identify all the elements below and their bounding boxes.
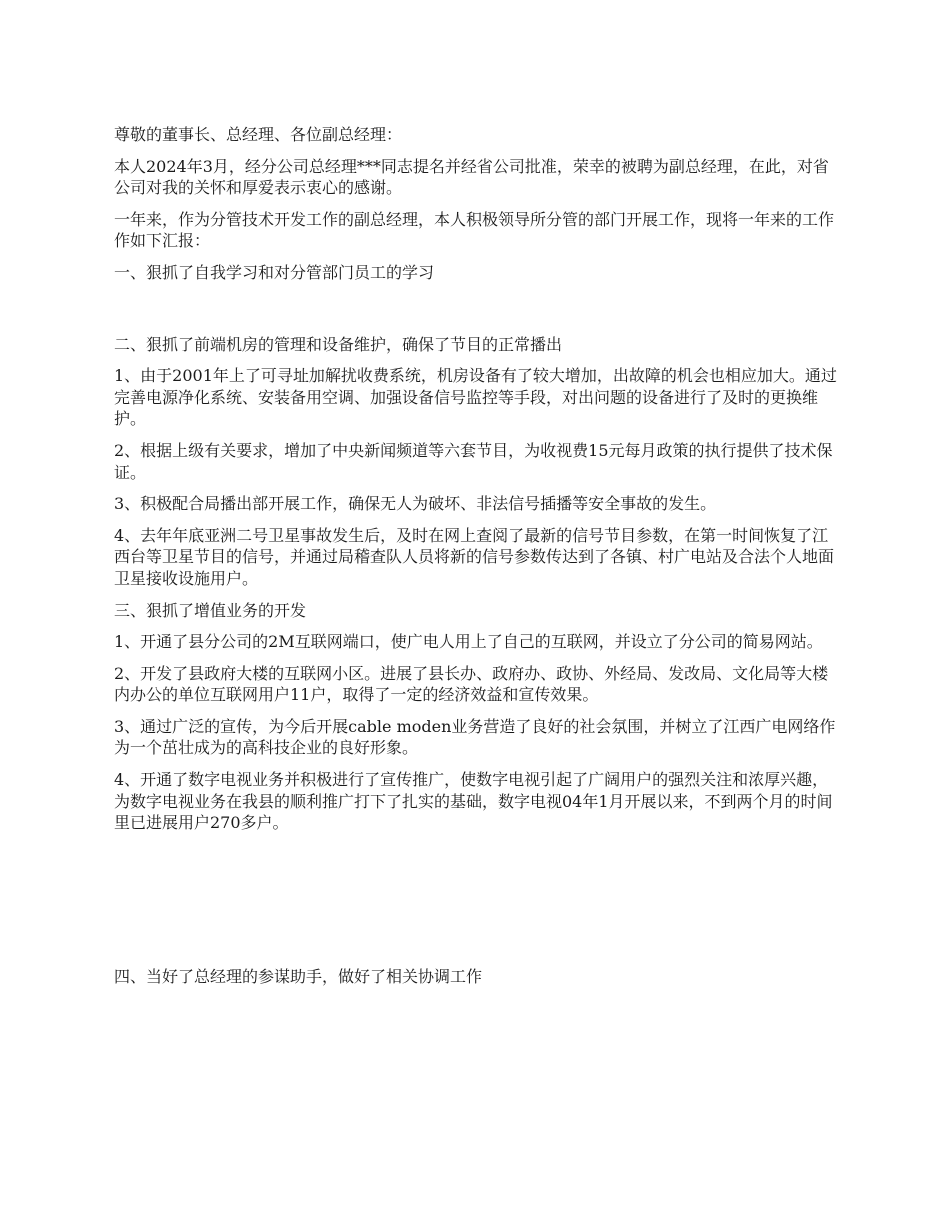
document-page <box>114 124 840 997</box>
list-item: 1、开通了县分公司的2M互联网端口，使广电人用上了自己的互联网，并设立了分公司的简易网站。 <box>114 632 823 652</box>
list-item: 2、开发了县政府大楼的互联网小区。进展了县长办、政府办、政协、外经局、发改局、文化局等大楼内办公的单位互联网用户11户，取得了一定的经济效益和宣传效果。 <box>114 663 829 705</box>
section-heading-4: 四、当好了总经理的参谋助手，做好了相关协调工作 <box>114 966 483 986</box>
list-item: 4、开通了数字电视业务并积极进行了宣传推广，使数字电视引起了广阔用户的强烈关注和浓厚兴趣，为数字电视业务在我县的顺利推广打下了扎实的基础，数字电视04年1月开展以来，不到两个月的时间里已进展用户270多户。 <box>114 770 833 833</box>
list-item: 4、去年年底亚洲二号卫星事故发生后，及时在网上查阅了最新的信号节目参数，在第一时间恢复了江西台等卫星节目的信号，并通过局稽查队人员将新的信号参数传达到了各镇、村广电站及合法个人地面卫星接收设施用户。 <box>114 525 835 588</box>
intro-paragraph: 本人2024年3月，经分公司总经理***同志提名并经省公司批准，荣幸的被聘为副总经理，在此，对省公司对我的关怀和厚爱表示衷心的感谢。 <box>114 156 829 198</box>
spacer <box>114 294 840 334</box>
list-item: 3、通过广泛的宣传，为今后开展cable moden业务营造了良好的社会氛围，并树立了江西广电网络作为一个茁壮成为的高科技企业的良好形象。 <box>114 716 836 758</box>
section-heading-3: 三、狠抓了增值业务的开发 <box>114 600 307 620</box>
salutation: 尊敬的董事长、总经理、各位副总经理： <box>114 125 403 144</box>
section-heading-2: 二、狠抓了前端机房的管理和设备维护，确保了节目的正常播出 <box>114 334 563 354</box>
spacer <box>114 844 840 966</box>
list-item: 3、积极配合局播出部开展工作，确保无人为破坏、非法信号插播等安全事故的发生。 <box>114 494 717 514</box>
report-lead-paragraph: 一年来，作为分管技术开发工作的副总经理，本人积极领导所分管的部门开展工作，现将一年来的工作作如下汇报： <box>114 209 835 251</box>
list-item: 1、由于2001年上了可寻址加解扰收费系统，机房设备有了较大增加，出故障的机会也相应加大。通过完善电源净化系统、安装备用空调、加强设备信号监控等手段，对出问题的设备进行了及时的更换维护。 <box>114 366 837 429</box>
list-item: 2、根据上级有关要求，增加了中央新闻频道等六套节目，为收视费15元每月政策的执行提供了技术保证。 <box>114 440 833 482</box>
section-heading-1: 一、狠抓了自我学习和对分管部门员工的学习 <box>114 262 435 282</box>
